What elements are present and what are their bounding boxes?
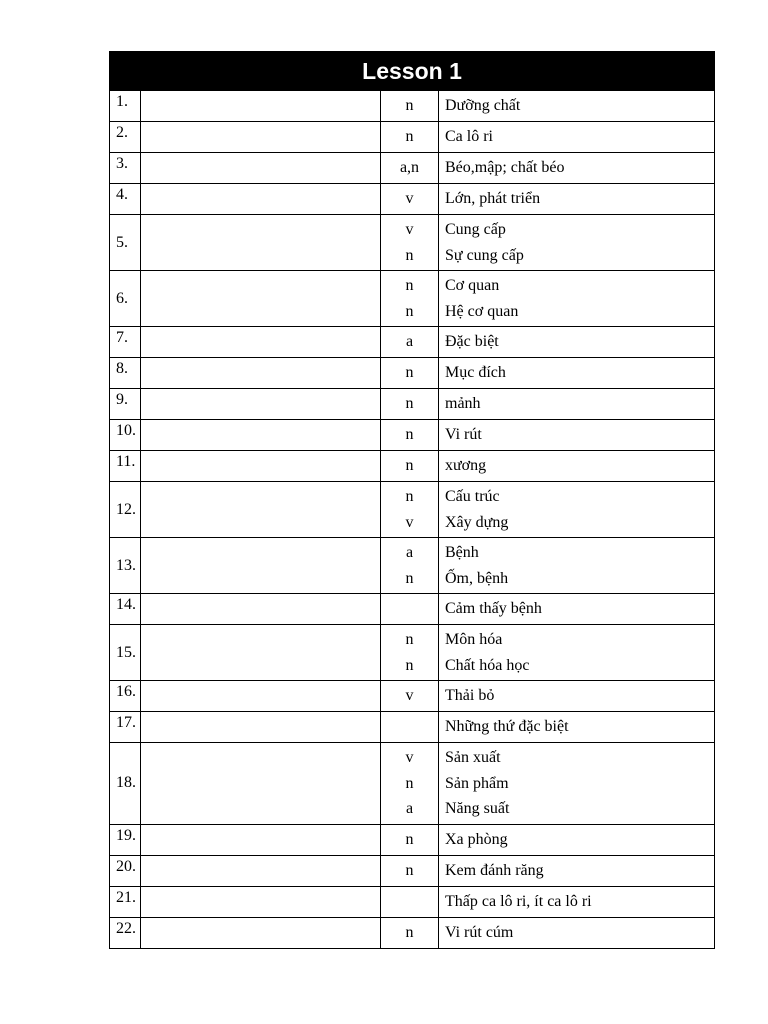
english-word-blank bbox=[141, 153, 381, 184]
meaning-cell bbox=[439, 271, 715, 327]
vietnamese-meaning: Cảm thấy bệnh bbox=[445, 600, 542, 618]
part-of-speech-cell bbox=[381, 538, 439, 594]
row-number: 2. bbox=[110, 122, 141, 153]
meaning-cell bbox=[439, 855, 715, 886]
english-word-blank bbox=[141, 482, 381, 538]
part-of-speech-cell bbox=[381, 184, 439, 215]
table-row bbox=[110, 451, 715, 482]
vietnamese-meaning: Sự cung cấp bbox=[445, 246, 524, 264]
row-number: 10. bbox=[110, 420, 141, 451]
meaning-cell bbox=[439, 358, 715, 389]
table-row bbox=[110, 271, 715, 327]
table-row bbox=[110, 917, 715, 948]
part-of-speech-cell bbox=[381, 917, 439, 948]
vietnamese-meaning: Dưỡng chất bbox=[445, 97, 521, 115]
meaning-cell bbox=[439, 681, 715, 712]
vietnamese-meaning: Những thứ đặc biệt bbox=[445, 718, 569, 736]
table-row bbox=[110, 538, 715, 594]
part-of-speech: n bbox=[405, 302, 414, 320]
row-number: 21. bbox=[110, 886, 141, 917]
part-of-speech: n bbox=[405, 128, 414, 146]
table-row bbox=[110, 215, 715, 271]
part-of-speech-cell bbox=[381, 451, 439, 482]
english-word-blank bbox=[141, 538, 381, 594]
vietnamese-meaning: Kem đánh răng bbox=[445, 861, 544, 879]
row-number: 12. bbox=[110, 482, 141, 538]
part-of-speech-cell bbox=[381, 886, 439, 917]
vocabulary-rows bbox=[110, 91, 715, 949]
english-word-blank bbox=[141, 594, 381, 625]
part-of-speech-cell bbox=[381, 215, 439, 271]
vocabulary-table bbox=[109, 51, 715, 949]
english-word-blank bbox=[141, 122, 381, 153]
vietnamese-meaning: Béo,mập; chất béo bbox=[445, 159, 565, 177]
table-row bbox=[110, 327, 715, 358]
english-word-blank bbox=[141, 215, 381, 271]
part-of-speech: n bbox=[405, 774, 414, 792]
part-of-speech: n bbox=[405, 569, 414, 587]
part-of-speech-cell bbox=[381, 389, 439, 420]
table-row bbox=[110, 358, 715, 389]
vietnamese-meaning: Chất hóa học bbox=[445, 656, 530, 674]
vietnamese-meaning: Đặc biệt bbox=[445, 333, 499, 351]
part-of-speech: n bbox=[405, 488, 414, 505]
row-number: 14. bbox=[110, 594, 141, 625]
part-of-speech bbox=[381, 714, 438, 740]
english-word-blank bbox=[141, 625, 381, 681]
table-row bbox=[110, 389, 715, 420]
row-number: 7. bbox=[110, 327, 141, 358]
meaning-cell bbox=[439, 917, 715, 948]
part-of-speech-cell bbox=[381, 327, 439, 358]
row-number: 15. bbox=[110, 625, 141, 681]
row-number: 22. bbox=[110, 917, 141, 948]
table-row bbox=[110, 743, 715, 825]
part-of-speech bbox=[381, 889, 438, 915]
part-of-speech-cell bbox=[381, 482, 439, 538]
table-row bbox=[110, 91, 715, 122]
meaning-cell bbox=[439, 327, 715, 358]
meaning-cell bbox=[439, 824, 715, 855]
meaning-cell bbox=[439, 122, 715, 153]
row-number: 5. bbox=[110, 215, 141, 271]
part-of-speech: v bbox=[405, 190, 414, 208]
row-number: 19. bbox=[110, 824, 141, 855]
part-of-speech-cell bbox=[381, 271, 439, 327]
meaning-cell bbox=[439, 420, 715, 451]
part-of-speech: a bbox=[405, 800, 414, 817]
row-number: 11. bbox=[110, 451, 141, 482]
table-row bbox=[110, 594, 715, 625]
vietnamese-meaning: Vi rút cúm bbox=[445, 923, 514, 941]
part-of-speech-cell bbox=[381, 824, 439, 855]
part-of-speech-cell bbox=[381, 594, 439, 625]
meaning-cell bbox=[439, 712, 715, 743]
part-of-speech-cell bbox=[381, 855, 439, 886]
part-of-speech-cell bbox=[381, 358, 439, 389]
english-word-blank bbox=[141, 855, 381, 886]
vietnamese-meaning: Mục đích bbox=[445, 364, 506, 382]
english-word-blank bbox=[141, 681, 381, 712]
english-word-blank bbox=[141, 91, 381, 122]
row-number: 13. bbox=[110, 538, 141, 594]
title-row bbox=[110, 52, 715, 91]
vietnamese-meaning: Năng suất bbox=[445, 800, 510, 817]
vietnamese-meaning: Cơ quan bbox=[445, 277, 500, 294]
part-of-speech-cell bbox=[381, 91, 439, 122]
meaning-cell bbox=[439, 153, 715, 184]
english-word-blank bbox=[141, 389, 381, 420]
meaning-cell bbox=[439, 215, 715, 271]
table-row bbox=[110, 153, 715, 184]
meaning-cell bbox=[439, 451, 715, 482]
row-number: 6. bbox=[110, 271, 141, 327]
part-of-speech-cell bbox=[381, 122, 439, 153]
part-of-speech: n bbox=[405, 364, 414, 382]
table-row bbox=[110, 184, 715, 215]
vietnamese-meaning: Thấp ca lô ri, ít ca lô ri bbox=[445, 892, 592, 910]
vietnamese-meaning: Cấu trúc bbox=[445, 488, 500, 505]
part-of-speech: n bbox=[405, 426, 414, 444]
meaning-cell bbox=[439, 184, 715, 215]
vietnamese-meaning: Bệnh bbox=[445, 544, 479, 561]
row-number: 9. bbox=[110, 389, 141, 420]
row-number: 3. bbox=[110, 153, 141, 184]
vietnamese-meaning: xương bbox=[445, 457, 487, 475]
row-number: 1. bbox=[110, 91, 141, 122]
english-word-blank bbox=[141, 712, 381, 743]
part-of-speech: n bbox=[405, 97, 414, 115]
meaning-cell bbox=[439, 389, 715, 420]
part-of-speech-cell bbox=[381, 681, 439, 712]
row-number: 18. bbox=[110, 743, 141, 825]
table-row bbox=[110, 824, 715, 855]
table-row bbox=[110, 855, 715, 886]
part-of-speech-cell bbox=[381, 712, 439, 743]
table-row bbox=[110, 625, 715, 681]
row-number: 16. bbox=[110, 681, 141, 712]
part-of-speech: v bbox=[405, 221, 414, 238]
meaning-cell bbox=[439, 594, 715, 625]
part-of-speech: a bbox=[405, 333, 414, 351]
part-of-speech: n bbox=[405, 861, 414, 879]
vietnamese-meaning: Hệ cơ quan bbox=[445, 302, 519, 320]
part-of-speech-cell bbox=[381, 420, 439, 451]
english-word-blank bbox=[141, 824, 381, 855]
english-word-blank bbox=[141, 451, 381, 482]
vietnamese-meaning: Lớn, phát triển bbox=[445, 190, 541, 208]
meaning-cell bbox=[439, 886, 715, 917]
vietnamese-meaning: Sản xuất bbox=[445, 749, 501, 766]
part-of-speech: n bbox=[405, 246, 414, 264]
meaning-cell bbox=[439, 538, 715, 594]
part-of-speech-cell bbox=[381, 153, 439, 184]
part-of-speech: n bbox=[405, 457, 414, 475]
part-of-speech: a bbox=[405, 544, 414, 561]
part-of-speech bbox=[381, 596, 438, 622]
meaning-cell bbox=[439, 482, 715, 538]
part-of-speech: v bbox=[405, 749, 414, 766]
table-row bbox=[110, 681, 715, 712]
english-word-blank bbox=[141, 917, 381, 948]
part-of-speech: n bbox=[405, 830, 414, 848]
vietnamese-meaning: mảnh bbox=[445, 395, 481, 413]
english-word-blank bbox=[141, 886, 381, 917]
part-of-speech: n bbox=[405, 631, 414, 648]
english-word-blank bbox=[141, 358, 381, 389]
vietnamese-meaning: Ca lô ri bbox=[445, 128, 493, 146]
vocabulary-sheet bbox=[109, 51, 714, 949]
english-word-blank bbox=[141, 184, 381, 215]
meaning-cell bbox=[439, 625, 715, 681]
vietnamese-meaning: Xây dựng bbox=[445, 513, 509, 531]
part-of-speech: a,n bbox=[399, 159, 420, 177]
part-of-speech: v bbox=[405, 687, 414, 705]
row-number: 17. bbox=[110, 712, 141, 743]
part-of-speech: n bbox=[405, 923, 414, 941]
row-number: 8. bbox=[110, 358, 141, 389]
english-word-blank bbox=[141, 327, 381, 358]
meaning-cell bbox=[439, 743, 715, 825]
part-of-speech-cell bbox=[381, 625, 439, 681]
vietnamese-meaning: Thải bỏ bbox=[445, 687, 495, 705]
part-of-speech: n bbox=[405, 277, 414, 294]
lesson-title: Lesson 1 bbox=[110, 52, 715, 91]
table-row bbox=[110, 886, 715, 917]
part-of-speech-cell bbox=[381, 743, 439, 825]
part-of-speech: n bbox=[405, 656, 414, 674]
english-word-blank bbox=[141, 743, 381, 825]
english-word-blank bbox=[141, 271, 381, 327]
table-row bbox=[110, 420, 715, 451]
row-number: 20. bbox=[110, 855, 141, 886]
table-row bbox=[110, 122, 715, 153]
english-word-blank bbox=[141, 420, 381, 451]
vietnamese-meaning: Xa phòng bbox=[445, 830, 508, 848]
table-row bbox=[110, 712, 715, 743]
part-of-speech: v bbox=[405, 513, 414, 531]
vietnamese-meaning: Vi rút bbox=[445, 426, 482, 444]
vietnamese-meaning: Môn hóa bbox=[445, 631, 503, 648]
vietnamese-meaning: Sản phẩm bbox=[445, 774, 509, 792]
row-number: 4. bbox=[110, 184, 141, 215]
meaning-cell bbox=[439, 91, 715, 122]
table-row bbox=[110, 482, 715, 538]
vietnamese-meaning: Ốm, bệnh bbox=[445, 569, 509, 587]
part-of-speech: n bbox=[405, 395, 414, 413]
vietnamese-meaning: Cung cấp bbox=[445, 221, 506, 238]
